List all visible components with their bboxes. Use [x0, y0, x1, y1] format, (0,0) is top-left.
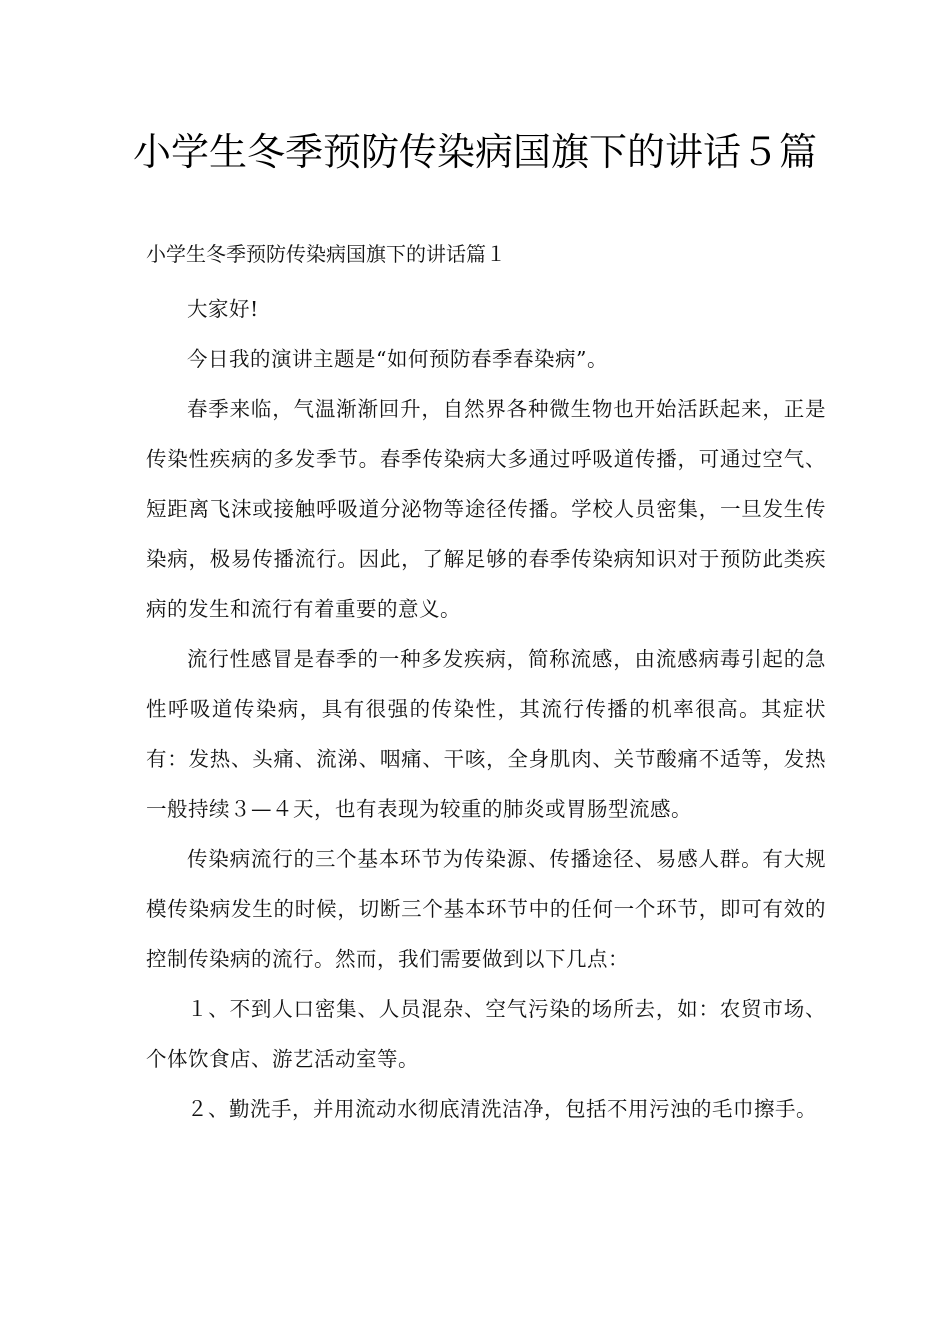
paragraph-transmission: 传染病流行的三个基本环节为传染源、传播途径、易感人群。有大规模传染病发生的时候，切断三个基本环节中的任何一个环节，即可有效的控制传染病的流行。然而，我们需要做到以下几点：: [146, 847, 826, 971]
paragraph-greeting: 大家好!: [187, 297, 259, 321]
paragraph-topic: 今日我的演讲主题是“如何预防春季春染病”。: [187, 347, 608, 371]
document-title: 小学生冬季预防传染病国旗下的讲话５篇: [132, 130, 817, 174]
section-heading: 小学生冬季预防传染病国旗下的讲话篇１: [146, 242, 506, 266]
paragraph-spring-intro: 春季来临，气温渐渐回升，自然界各种微生物也开始活跃起来，正是传染性疾病的多发季节。春季传染病大多通过呼吸道传播，可通过空气、短距离飞沫或接触呼吸道分泌物等途径传播。学校人员密集，一旦发生传染病，极易传播流行。因此，了解足够的春季传染病知识对于预防此类疾病的发生和流行有着重要的意义。: [146, 397, 826, 621]
paragraph-point-2: ２、勤洗手，并用流动水彻底清洗洁净，包括不用污浊的毛巾擦手。: [187, 1097, 817, 1121]
paragraph-influenza: 流行性感冒是春季的一种多发疾病，简称流感，由流感病毒引起的急性呼吸道传染病，具有很强的传染性，其流行传播的机率很高。其症状有：发热、头痛、流涕、咽痛、干咳，全身肌肉、关节酸痛不适等，发热一般持续３—４天，也有表现为较重的肺炎或胃肠型流感。: [146, 647, 826, 821]
paragraph-point-1: １、不到人口密集、人员混杂、空气污染的场所去，如：农贸市场、个体饮食店、游艺活动室等。: [146, 997, 826, 1071]
document-body: [146, 284, 826, 1134]
